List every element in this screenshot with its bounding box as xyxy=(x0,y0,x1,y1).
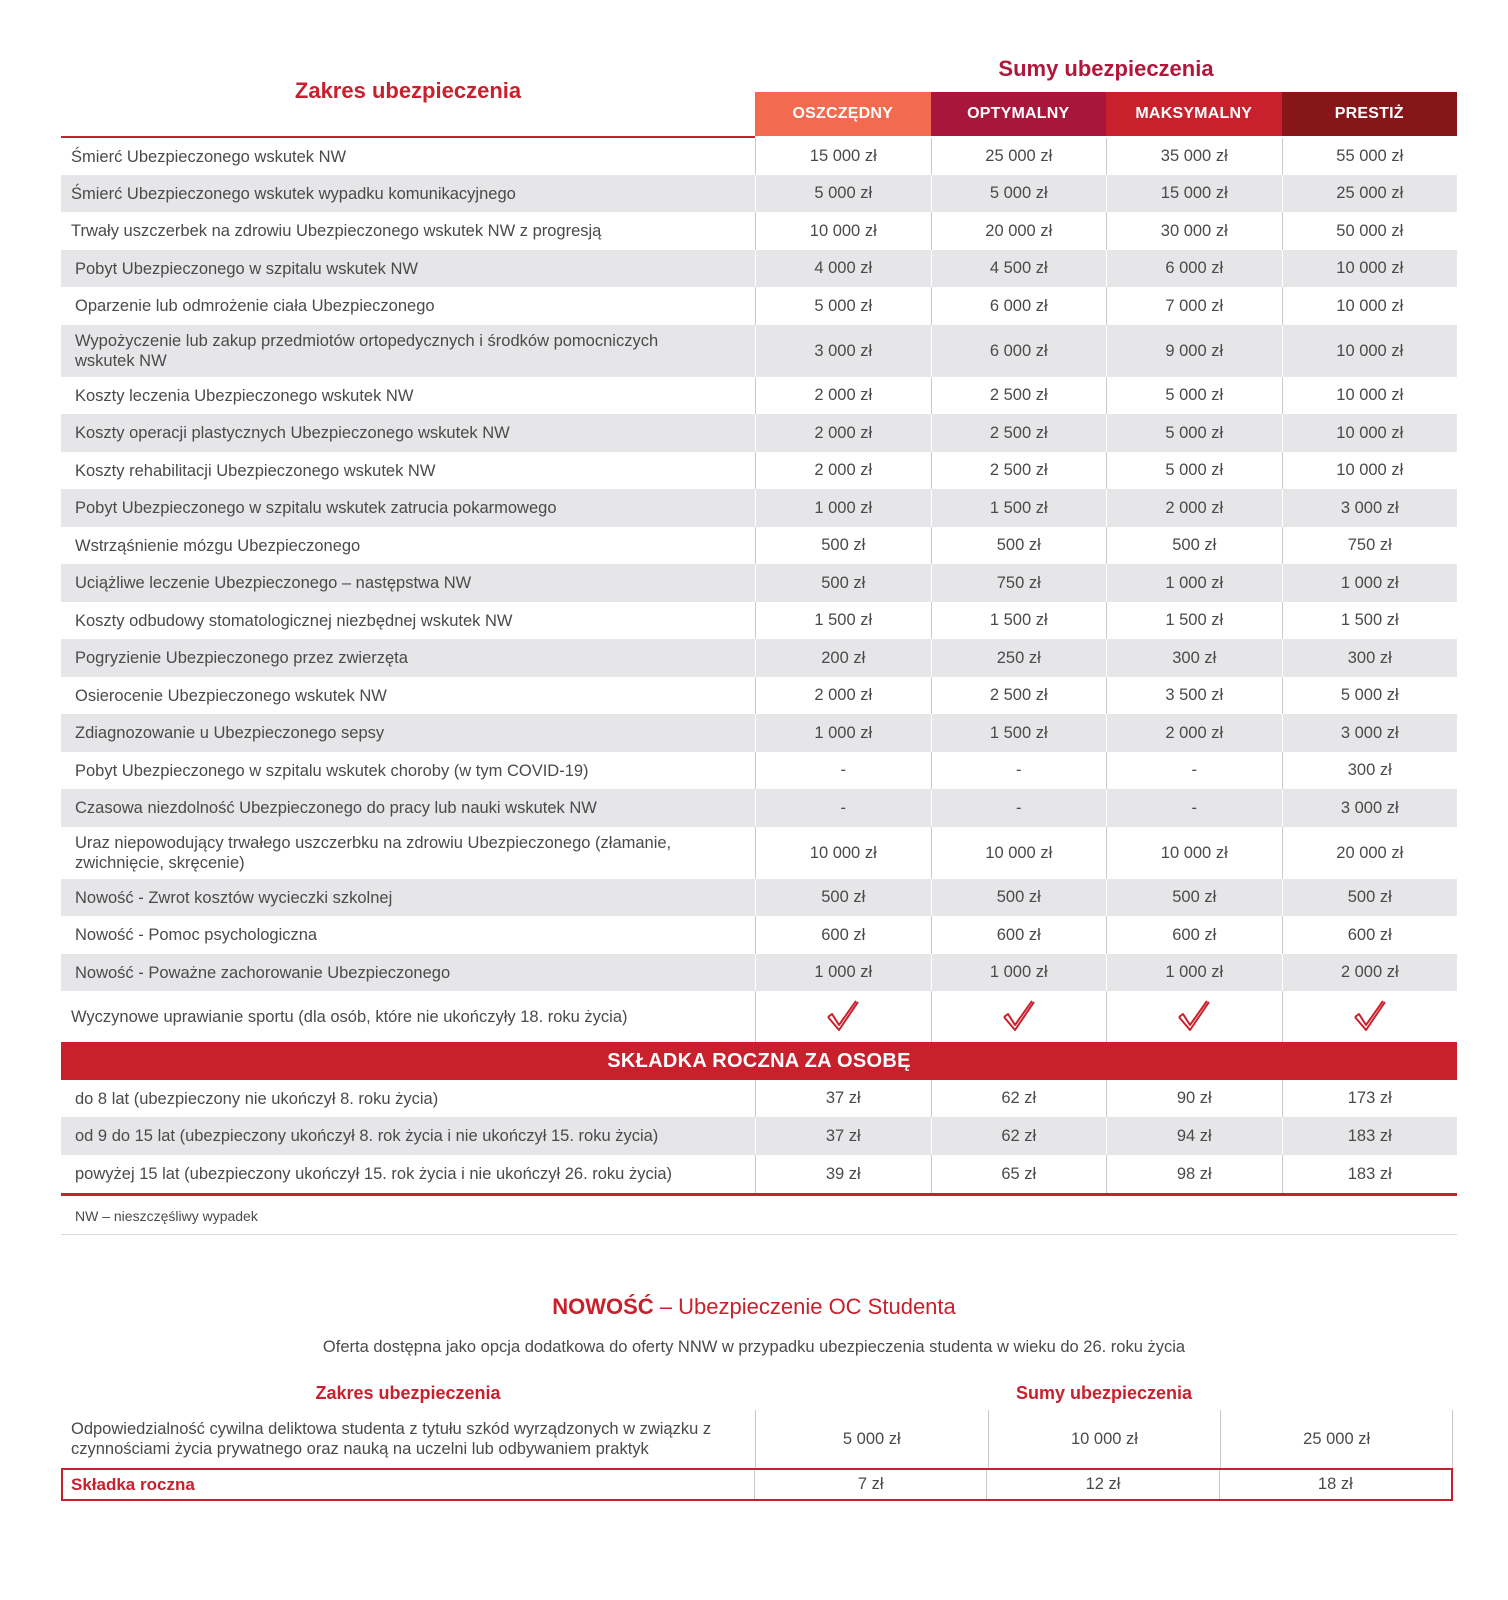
coverage-label: Nowość - Pomoc psychologiczna xyxy=(75,926,318,944)
premium-value: 39 zł xyxy=(755,1155,931,1193)
coverage-value: 500 zł xyxy=(755,527,931,564)
coverage-value: 2 000 zł xyxy=(1106,714,1282,752)
checkmark-icon xyxy=(755,991,931,1042)
table-row xyxy=(61,752,1457,789)
coverage-value: - xyxy=(1106,752,1282,789)
coverage-value: 20 000 zł xyxy=(1282,827,1458,879)
premium-value: 183 zł xyxy=(1282,1155,1458,1193)
coverage-label: Uciążliwe leczenie Ubezpieczonego – następstwa NW xyxy=(75,574,472,592)
coverage-value: 10 000 zł xyxy=(1282,250,1458,287)
plan-headers xyxy=(755,92,1457,136)
coverage-value: 750 zł xyxy=(931,564,1107,602)
sport-row-label: Wyczynowe uprawianie sportu (dla osób, które nie ukończyły 18. roku życia) xyxy=(71,1007,628,1026)
coverage-value: 10 000 zł xyxy=(755,212,931,250)
oc-premium-2: 12 zł xyxy=(986,1470,1218,1499)
premium-value: 183 zł xyxy=(1282,1117,1458,1155)
premium-banner: SKŁADKA ROCZNA ZA OSOBĘ xyxy=(61,1042,1457,1080)
coverage-value: 250 zł xyxy=(931,639,1107,677)
coverage-value: 600 zł xyxy=(931,916,1107,954)
coverage-value: 1 000 zł xyxy=(755,489,931,527)
section-divider xyxy=(61,1234,1457,1235)
premium-value: 173 zł xyxy=(1282,1080,1458,1117)
coverage-value: 25 000 zł xyxy=(1282,175,1458,212)
coverage-value: 6 000 zł xyxy=(931,287,1107,325)
table-row xyxy=(61,827,1457,879)
coverage-value: 15 000 zł xyxy=(755,138,931,175)
coverage-label: Koszty leczenia Ubezpieczonego wskutek NW xyxy=(75,386,414,405)
coverage-value: 2 000 zł xyxy=(755,377,931,414)
coverage-value: 50 000 zł xyxy=(1282,212,1458,250)
coverage-value: 1 000 zł xyxy=(1106,954,1282,991)
coverage-value: 4 500 zł xyxy=(931,250,1107,287)
oc-table xyxy=(61,1410,1453,1501)
coverage-value: 750 zł xyxy=(1282,527,1458,564)
coverage-value: 2 000 zł xyxy=(1282,954,1458,991)
sport-row xyxy=(61,991,1457,1042)
premium-rows xyxy=(61,1080,1457,1193)
oc-coverage-label: Odpowiedzialność cywilna deliktowa studenta z tytułu szkód wyrządzonych w związku z czynnościami życia prywatnego oraz nauką na uczelni lub odbywaniem praktyk xyxy=(71,1420,712,1458)
coverage-value: 5 000 zł xyxy=(755,287,931,325)
coverage-label: Pobyt Ubezpieczonego w szpitalu wskutek choroby (w tym COVID-19) xyxy=(75,761,589,780)
table-row xyxy=(61,916,1457,954)
premium-value: 90 zł xyxy=(1106,1080,1282,1117)
coverage-label: Oparzenie lub odmrożenie ciała Ubezpieczonego xyxy=(75,297,435,315)
table-row xyxy=(61,377,1457,414)
header-divider xyxy=(61,136,755,138)
coverage-rows xyxy=(61,138,1457,991)
oc-subtitle: Oferta dostępna jako opcja dodatkowa do oferty NNW w przypadku ubezpieczenia studenta w wieku do 26. roku życia xyxy=(322,1338,1186,1356)
coverage-value: 500 zł xyxy=(931,879,1107,916)
coverage-value: 5 000 zł xyxy=(1282,677,1458,714)
coverage-label: Pobyt Ubezpieczonego w szpitalu wskutek NW xyxy=(75,259,418,278)
coverage-value: 500 zł xyxy=(755,564,931,602)
coverage-value: 2 000 zł xyxy=(755,677,931,714)
coverage-value: 3 500 zł xyxy=(1106,677,1282,714)
coverage-value: 5 000 zł xyxy=(1106,414,1282,452)
table-row xyxy=(61,714,1457,752)
coverage-value: 5 000 zł xyxy=(1106,452,1282,489)
coverage-value: 600 zł xyxy=(1282,916,1458,954)
coverage-value: 500 zł xyxy=(931,527,1107,564)
coverage-value: 10 000 zł xyxy=(1106,827,1282,879)
coverage-value: 2 500 zł xyxy=(931,377,1107,414)
table-row xyxy=(61,325,1457,377)
coverage-value: 300 zł xyxy=(1282,639,1458,677)
premium-value: 98 zł xyxy=(1106,1155,1282,1193)
coverage-label: Nowość - Poważne zachorowanie Ubezpieczonego xyxy=(75,963,451,982)
insurance-table xyxy=(61,0,1457,1235)
premium-value: 94 zł xyxy=(1106,1117,1282,1155)
oc-sumy-title: Sumy ubezpieczenia xyxy=(1015,1383,1193,1403)
coverage-label: Osierocenie Ubezpieczonego wskutek NW xyxy=(75,686,387,705)
table-row xyxy=(61,287,1457,325)
coverage-value: - xyxy=(1106,789,1282,827)
premium-row xyxy=(61,1155,1457,1193)
coverage-value: - xyxy=(755,752,931,789)
coverage-value: 1 000 zł xyxy=(755,714,931,752)
coverage-value: 1 500 zł xyxy=(931,714,1107,752)
table-row xyxy=(61,879,1457,916)
coverage-value: 1 000 zł xyxy=(1282,564,1458,602)
coverage-value: 5 000 zł xyxy=(755,175,931,212)
premium-label: do 8 lat (ubezpieczony nie ukończył 8. roku życia) xyxy=(75,1089,439,1108)
premium-row xyxy=(61,1080,1457,1117)
coverage-value: 6 000 zł xyxy=(931,325,1107,377)
table-row xyxy=(61,602,1457,639)
coverage-value: - xyxy=(931,752,1107,789)
coverage-label: Czasowa niezdolność Ubezpieczonego do pracy lub nauki wskutek NW xyxy=(75,799,597,817)
coverage-value: 55 000 zł xyxy=(1282,138,1458,175)
coverage-value: 3 000 zł xyxy=(1282,789,1458,827)
premium-value: 62 zł xyxy=(931,1080,1107,1117)
coverage-value: 1 000 zł xyxy=(755,954,931,991)
checkmark-icon xyxy=(1106,991,1282,1042)
oc-premium-label: Składka roczna xyxy=(71,1474,195,1494)
coverage-value: 30 000 zł xyxy=(1106,212,1282,250)
coverage-value: 2 000 zł xyxy=(755,414,931,452)
table-row xyxy=(61,564,1457,602)
premium-label: od 9 do 15 lat (ubezpieczony ukończył 8. rok życia i nie ukończył 15. roku życia) xyxy=(75,1127,659,1145)
coverage-value: 2 500 zł xyxy=(931,452,1107,489)
coverage-value: 600 zł xyxy=(755,916,931,954)
coverage-value: 2 000 zł xyxy=(755,452,931,489)
coverage-value: 10 000 zł xyxy=(931,827,1107,879)
coverage-value: 3 000 zł xyxy=(1282,714,1458,752)
plan-header-optymalny: OPTYMALNY xyxy=(931,92,1107,136)
coverage-value: 600 zł xyxy=(1106,916,1282,954)
oc-sum-3: 25 000 zł xyxy=(1220,1410,1453,1468)
oc-title-rest: – Ubezpieczenie OC Studenta xyxy=(653,1294,956,1319)
coverage-value: 500 zł xyxy=(1106,527,1282,564)
table-row xyxy=(61,138,1457,175)
coverage-value: 5 000 zł xyxy=(931,175,1107,212)
premium-value: 65 zł xyxy=(931,1155,1107,1193)
table-row xyxy=(61,414,1457,452)
table-header xyxy=(61,0,1457,138)
sumy-title: Sumy ubezpieczenia xyxy=(998,56,1214,81)
coverage-label: Koszty operacji plastycznych Ubezpieczonego wskutek NW xyxy=(75,424,510,442)
checkmark-icon xyxy=(931,991,1107,1042)
premium-value: 37 zł xyxy=(755,1117,931,1155)
coverage-label: Wstrząśnienie mózgu Ubezpieczonego xyxy=(75,536,361,555)
oc-zakres-title: Zakres ubezpieczenia xyxy=(315,1383,501,1403)
coverage-label: Pogryzienie Ubezpieczonego przez zwierzęta xyxy=(75,649,408,667)
premium-row xyxy=(61,1117,1457,1155)
footnote: NW – nieszczęśliwy wypadek xyxy=(75,1208,258,1224)
table-row xyxy=(61,677,1457,714)
oc-premium-row xyxy=(61,1468,1453,1501)
coverage-label: Koszty odbudowy stomatologicznej niezbędnej wskutek NW xyxy=(75,611,513,630)
coverage-label: Koszty rehabilitacji Ubezpieczonego wskutek NW xyxy=(75,461,436,480)
coverage-value: 15 000 zł xyxy=(1106,175,1282,212)
oc-premium-1: 7 zł xyxy=(754,1470,986,1499)
coverage-label: Śmierć Ubezpieczonego wskutek NW xyxy=(71,147,347,166)
coverage-value: 2 500 zł xyxy=(931,414,1107,452)
coverage-value: 10 000 zł xyxy=(1282,377,1458,414)
table-row xyxy=(61,489,1457,527)
coverage-value: - xyxy=(931,789,1107,827)
checkmark-icon xyxy=(1282,991,1458,1042)
coverage-label: Wypożyczenie lub zakup przedmiotów ortopedycznych i środków pomocniczych wskutek NW xyxy=(75,332,659,370)
table-row xyxy=(61,175,1457,212)
table-row xyxy=(61,452,1457,489)
coverage-value: 20 000 zł xyxy=(931,212,1107,250)
premium-value: 37 zł xyxy=(755,1080,931,1117)
coverage-value: 1 500 zł xyxy=(1282,602,1458,639)
coverage-value: 1 500 zł xyxy=(1106,602,1282,639)
oc-premium-3: 18 zł xyxy=(1219,1470,1451,1499)
coverage-value: 2 500 zł xyxy=(931,677,1107,714)
plan-header-oszczedny: OSZCZĘDNY xyxy=(755,92,931,136)
coverage-value: 500 zł xyxy=(1282,879,1458,916)
coverage-value: 500 zł xyxy=(1106,879,1282,916)
coverage-value: 1 500 zł xyxy=(755,602,931,639)
coverage-value: 10 000 zł xyxy=(1282,325,1458,377)
oc-title-bold: NOWOŚĆ xyxy=(552,1294,654,1319)
coverage-value: 500 zł xyxy=(755,879,931,916)
premium-label: powyżej 15 lat (ubezpieczony ukończył 15. rok życia i nie ukończył 26. roku życia) xyxy=(75,1165,673,1183)
coverage-value: 10 000 zł xyxy=(1282,414,1458,452)
table-row xyxy=(61,250,1457,287)
table-row xyxy=(61,527,1457,564)
coverage-value: - xyxy=(755,789,931,827)
coverage-label: Śmierć Ubezpieczonego wskutek wypadku komunikacyjnego xyxy=(71,184,516,203)
coverage-value: 3 000 zł xyxy=(755,325,931,377)
coverage-value: 4 000 zł xyxy=(755,250,931,287)
coverage-label: Nowość - Zwrot kosztów wycieczki szkolnej xyxy=(75,888,393,907)
table-row xyxy=(61,789,1457,827)
coverage-label: Pobyt Ubezpieczonego w szpitalu wskutek zatrucia pokarmowego xyxy=(75,499,557,517)
coverage-label: Uraz niepowodujący trwałego uszczerbku na zdrowiu Ubezpieczonego (złamanie, zwichnięcie, skręcenie) xyxy=(75,834,672,872)
coverage-value: 35 000 zł xyxy=(1106,138,1282,175)
table-row xyxy=(61,639,1457,677)
coverage-label: Trwały uszczerbek na zdrowiu Ubezpieczonego wskutek NW z progresją xyxy=(71,222,602,240)
coverage-value: 1 000 zł xyxy=(1106,564,1282,602)
table-row xyxy=(61,212,1457,250)
zakres-title: Zakres ubezpieczenia xyxy=(294,78,522,103)
coverage-value: 3 000 zł xyxy=(1282,489,1458,527)
premium-value: 62 zł xyxy=(931,1117,1107,1155)
coverage-value: 25 000 zł xyxy=(931,138,1107,175)
coverage-value: 200 zł xyxy=(755,639,931,677)
table-row xyxy=(61,954,1457,991)
coverage-value: 10 000 zł xyxy=(755,827,931,879)
coverage-value: 1 000 zł xyxy=(931,954,1107,991)
oc-coverage-row xyxy=(61,1410,1453,1468)
coverage-value: 300 zł xyxy=(1106,639,1282,677)
coverage-label: Zdiagnozowanie u Ubezpieczonego sepsy xyxy=(75,724,385,742)
coverage-value: 10 000 zł xyxy=(1282,287,1458,325)
coverage-value: 7 000 zł xyxy=(1106,287,1282,325)
coverage-value: 10 000 zł xyxy=(1282,452,1458,489)
coverage-value: 1 500 zł xyxy=(931,489,1107,527)
plan-header-prestiz: PRESTIŻ xyxy=(1282,92,1458,136)
coverage-value: 5 000 zł xyxy=(1106,377,1282,414)
coverage-value: 1 500 zł xyxy=(931,602,1107,639)
coverage-value: 9 000 zł xyxy=(1106,325,1282,377)
coverage-value: 2 000 zł xyxy=(1106,489,1282,527)
coverage-value: 300 zł xyxy=(1282,752,1458,789)
oc-sum-2: 10 000 zł xyxy=(988,1410,1221,1468)
plan-header-maksymalny: MAKSYMALNY xyxy=(1106,92,1282,136)
oc-sum-1: 5 000 zł xyxy=(755,1410,988,1468)
coverage-value: 6 000 zł xyxy=(1106,250,1282,287)
oc-title xyxy=(0,1294,1508,1320)
